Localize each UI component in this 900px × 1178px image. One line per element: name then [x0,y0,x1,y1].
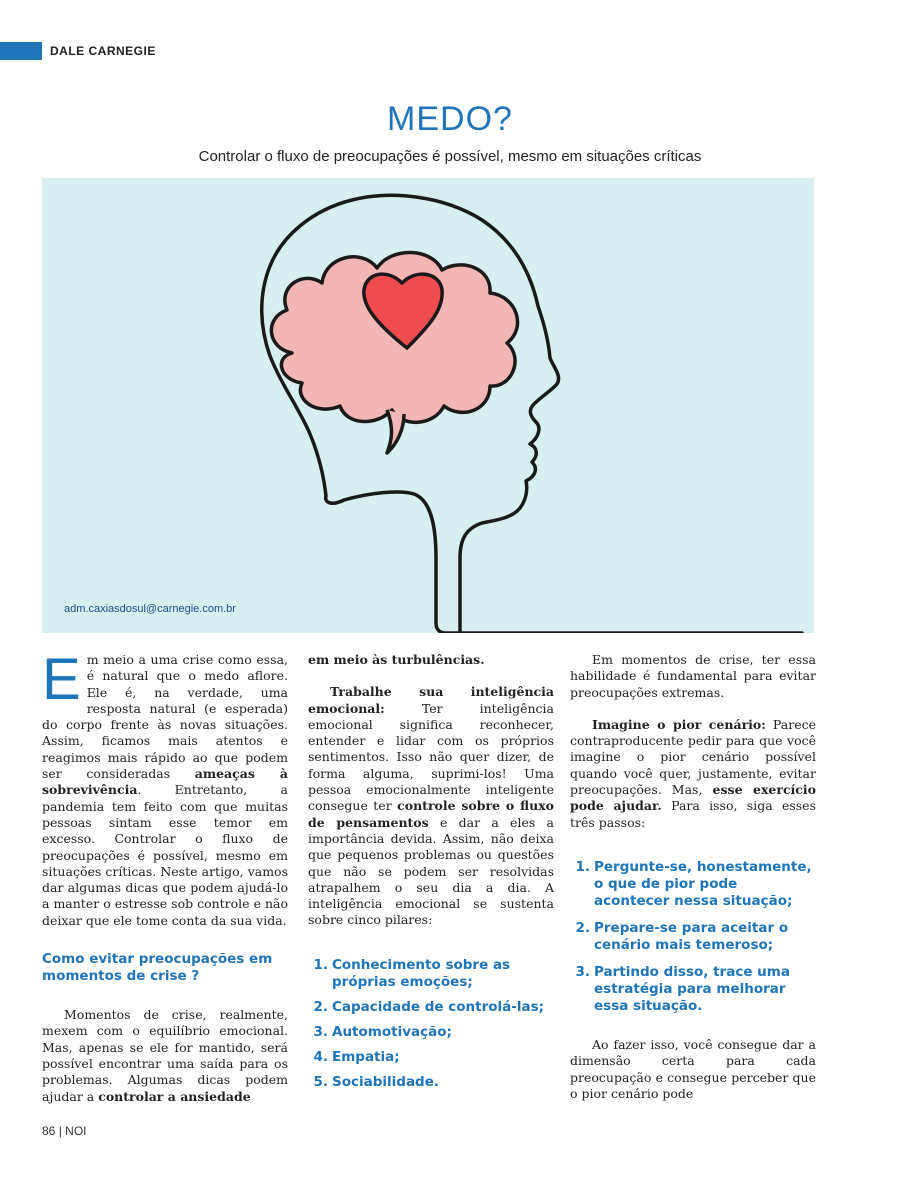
page-subtitle: Controlar o fluxo de preocupações é possível, mesmo em situações críticas [198,148,702,165]
header-accent-bar [0,42,42,60]
page-number: 86 [42,1124,56,1138]
list-item: 2. Capacidade de controlá-las; [313,998,545,1015]
page-footer [42,1124,87,1138]
list-item: 3. Partindo disso, trace uma estratégia para melhorar essa situação. [575,963,790,1014]
list-item: 3. Automotivação; [313,1023,452,1040]
body-paragraph: Momentos de crise, realmente, mexem com o equilíbrio emocional. Mas, apenas se ele for mantido, será possível encontrar uma saída para os problemas. Algumas dicas podem ajudar a controlar a ansiedade [42,1007,288,1104]
dropcap: E [42,647,81,712]
hero-illustration [42,178,814,633]
steps-list [570,859,816,1015]
list-item: 5. Sociabilidade. [313,1073,440,1090]
article-column-3 [570,652,816,1118]
article-column-1 [42,647,289,1121]
intro-paragraph: Em meio a uma crise como essa, é natural que o medo aflore. Ele é, na verdade, uma resposta natural (e esperada) do corpo frente às novas situações. Assim, ficamos mais atentos e reagimos mais rápido ao que podem ser consideradas ameaças à sobrevivência. Entretanto, a pandemia tem feito com que muitas pessoas sintam esse temor em excesso. Controlar o fluxo de preocupações é possível, mesmo em situações críticas. Neste artigo, vamos dar algumas dicas que podem ajudá-lo a manter o estresse sob controle e não deixar que ele tome conta da sua vida. [42,647,289,928]
body-paragraph: Em momentos de crise, ter essa habilidade é fundamental para evitar preocupações extremas. [570,652,816,700]
list-item: 1. Conhecimento sobre as próprias emoções; [313,956,511,990]
body-paragraph: Imagine o pior cenário: Parece contraproducente pedir para que você imagine o pior cenário possível quando você quer, justamente, evitar preocupações. Mas, esse exercício pode ajudar. Para isso, siga esses três passos: [570,716,817,830]
section-heading: Como evitar preocupações em momentos de crise ? [42,951,273,985]
body-paragraph: Trabalhe sua inteligência emocional: Ter inteligência emocional significa reconhecer, entender e lidar com os próprios sentimentos. Isso não quer dizer, de forma alguma, suprimi-los! Uma pessoa emocionalmente inteligente consegue ter controle sobre o fluxo de pensamentos e dar a eles a importância devida. Assim, não deixa que pequenos problemas ou questões que não se podem ser resolvidas atrapalhem o seu dia a dia. A inteligência emocional se sustenta sobre cinco pilares: [308,684,555,928]
list-item: 2. Prepare-se para aceitar o cenário mais temeroso; [575,919,789,953]
magazine-name: NOI [65,1124,87,1138]
list-item: 1. Pergunte-se, honestamente, o que de pior pode acontecer nessa situação; [575,858,812,909]
body-paragraph: em meio às turbulências. [308,652,485,667]
list-item: 4. Empatia; [313,1048,400,1065]
pillars-list [308,957,554,1091]
footer-separator: | [58,1124,62,1138]
article-column-2 [308,652,554,1099]
head-brain-heart-illustration [42,178,814,633]
section-label: DALE CARNEGIE [50,44,156,58]
contact-email: adm.caxiasdosul@carnegie.com.br [64,603,236,615]
body-paragraph: Ao fazer isso, você consegue dar a dimensão certa para cada preocupação e consegue perceber que o pior cenário pode [570,1036,816,1101]
page-title: MEDO? [387,100,513,138]
